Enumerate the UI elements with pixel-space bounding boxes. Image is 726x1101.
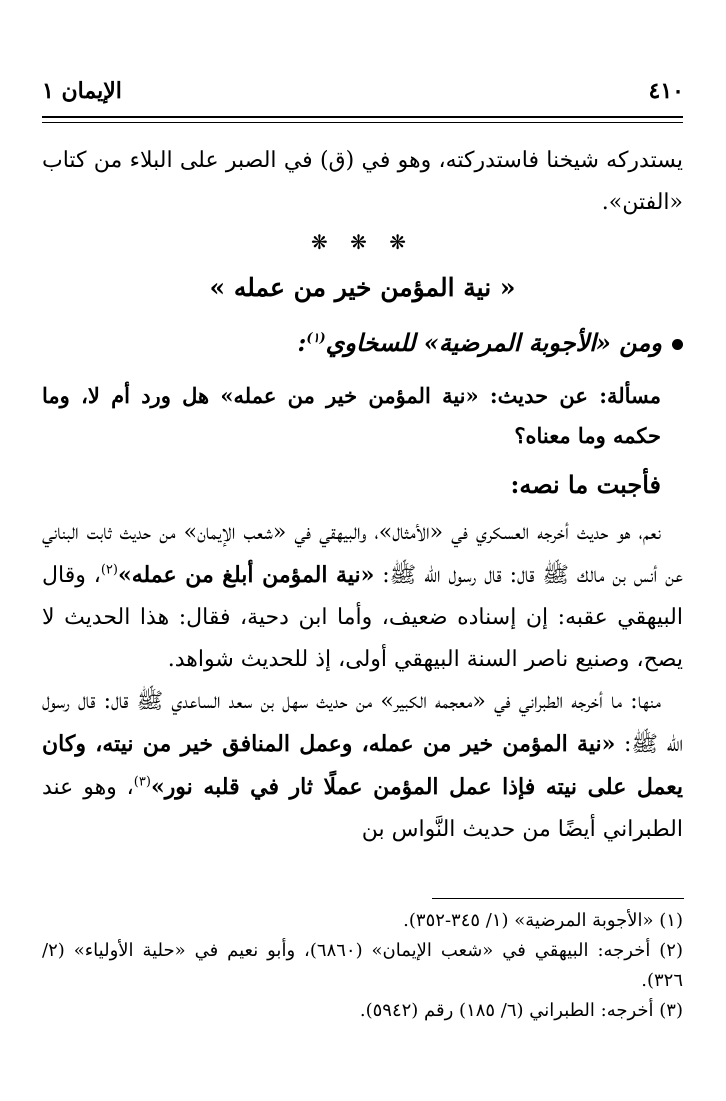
para1-text-a: نعم، هو حديث أخرجه العسكري في «الأمثال»، والبيهقي في «شعب الإيمان» من حديث ثابت البناني عن أنس بن مالك ﷺ قال: قال رسول الله ﷺ:: [42, 520, 684, 588]
para2-text-a: منها: ما أخرجه الطبراني في «معجمه الكبير» من حديث سهل بن سعد الساعدي ﷺ قال: قال رسول الله ﷺ:: [42, 689, 683, 757]
running-title: الإيمان ١: [42, 78, 122, 104]
para2-text-b: ، وهو عند الطبراني أيضًا من حديث النَّواس بن: [42, 775, 683, 842]
source-colon: :: [297, 328, 307, 357]
footnote-ref: (٢): [100, 562, 118, 578]
footnote-ref: (٣): [133, 774, 151, 790]
footnote: (١) «الأجوبة المرضية» (١/ ٣٤٥-٣٥٢).: [403, 910, 683, 931]
main-text: [42, 140, 683, 851]
question: [42, 376, 683, 456]
bullet-icon: [672, 339, 683, 350]
header-rule-thick: [42, 116, 683, 118]
footnote-rule: [432, 898, 684, 899]
hadith-quote: «نية المؤمن خير من عمله، وعمل المنافق خير من نيته، وكان يعمل على نيته فإذا عمل المؤمن عملًا ثار في قلبه نور»: [42, 731, 683, 800]
footnotes: [42, 906, 683, 1026]
answer-paragraph-1: [42, 512, 683, 681]
section-separator: ❋ ❋ ❋: [311, 230, 414, 254]
para1-text-b: ، وقال البيهقي عقبه: إن إسناده ضعيف، وأما ابن دحية، فقال: هذا الحديث لا يصح، وصنيع ناصر السنة البيهقي أولى، إذ للحديث شواهد.: [42, 563, 683, 672]
footnote-ref: (١): [306, 331, 326, 346]
source-text: ومن «الأجوبة المرضية» للسخاوي: [325, 328, 662, 357]
page-header: [42, 78, 684, 112]
header-rule-thin: [42, 122, 683, 123]
source-line: [42, 320, 683, 366]
answer-paragraph-2: [42, 681, 683, 851]
question-text: عن حديث: «نية المؤمن خير من عمله» هل ورد أم لا، وما حكمه وما معناه؟: [42, 383, 661, 448]
footnote: (٢) أخرجه: البيهقي في «شعب الإيمان» (٦٨٦٠)، وأبو نعيم في «حلية الأولياء» (٢/ ٣٢٦).: [42, 940, 683, 991]
answer-label: فأجبت ما نصه:: [510, 470, 661, 499]
intro-paragraph: يستدركه شيخنا فاستدركته، وهو في (ق) في الصبر على البلاء من كتاب «الفتن».: [42, 148, 683, 215]
section-title: « نية المؤمن خير من عمله »: [209, 273, 516, 302]
page-number: ٤١٠: [648, 78, 684, 104]
footnote: (٣) أخرجه: الطبراني (٦/ ١٨٥) رقم (٥٩٤٢).: [359, 1000, 683, 1021]
hadith-quote: «نية المؤمن أبلغ من عمله»: [117, 562, 375, 588]
question-label: مسألة:: [599, 383, 661, 408]
